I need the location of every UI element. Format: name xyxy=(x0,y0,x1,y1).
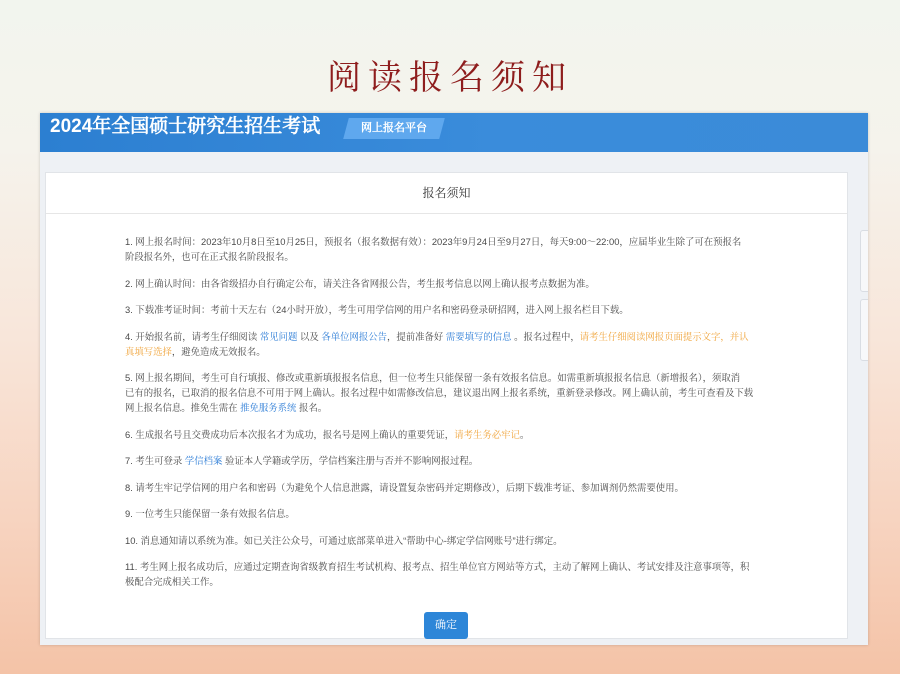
notice-text: 已有的报名，已取消的报名信息不可用于网上确认。报名过程中如需修改信息，建议退出网上报名系统，重新登录修改。网上确认前，考生可查看及下载 xyxy=(125,387,754,398)
notice-line xyxy=(125,574,835,589)
notice-line xyxy=(125,506,835,521)
notice-highlight-text: 请考生仔细阅读网报页面提示文字，并认 xyxy=(579,330,749,342)
notice-text: 5. 网上报名期间，考生可自行填报、修改或重新填报报名信息，但一位考生只能保留一条有效报名信息。如需重新填报报名信息（新增报名），须取消 xyxy=(125,372,741,383)
notice-text: 8. 请考生牢记学信网的用户名和密码（为避免个人信息泄露，请设置复杂密码并定期修改），后期下载准考证、参加调剂仍然需要使用。 xyxy=(125,481,684,493)
notice-line xyxy=(125,344,835,359)
notice-item xyxy=(125,453,835,468)
notice-text: 7. 考生可登录 xyxy=(125,455,185,466)
notice-line xyxy=(125,370,835,385)
notice-line xyxy=(125,385,835,400)
notice-list xyxy=(125,234,835,601)
slide-title: 阅读报名须知 xyxy=(327,58,573,98)
notice-text: 极配合完成相关工作。 xyxy=(125,576,219,587)
notice-item xyxy=(125,480,835,495)
notice-text: 10. 消息通知请以系统为准。如已关注公众号，可通过底部菜单进入“帮助中心-绑定学信网账号”进行绑定。 xyxy=(125,534,563,546)
notice-line xyxy=(125,276,835,291)
panel-heading: 报名须知 xyxy=(46,173,847,214)
platform-tab-label: 网上报名平台 xyxy=(361,122,427,134)
notice-text: 。 xyxy=(519,428,530,440)
notice-link[interactable]: 常见问题 xyxy=(259,330,298,342)
notice-panel xyxy=(45,172,848,639)
notice-highlight-text: 真填写选择 xyxy=(125,345,172,357)
notice-text: 11. 考生网上报名成功后，应通过定期查询省级教育招生考试机构、报考点、招生单位官方网站等方式，主动了解网上确认、考试安排及注意事项等，积 xyxy=(125,561,750,572)
confirm-button[interactable]: 确定 xyxy=(424,612,468,639)
notice-text: 报名。 xyxy=(296,402,328,413)
notice-line xyxy=(125,533,835,548)
website-screenshot xyxy=(40,113,868,645)
notice-item xyxy=(125,370,835,415)
notice-text: ，提前准备好 xyxy=(387,330,446,342)
notice-text: 网上报名信息。推免生需在 xyxy=(125,402,241,413)
notice-line xyxy=(125,559,835,574)
notice-line xyxy=(125,453,835,468)
notice-line xyxy=(125,249,835,264)
notice-text: 2. 网上确认时间：由各省级招办自行确定公布，请关注各省网报公告，考生报考信息以网上确认报考点数据为准。 xyxy=(125,277,595,289)
notice-text: 以及 xyxy=(297,330,322,342)
notice-item xyxy=(125,234,835,264)
notice-line xyxy=(125,302,835,317)
notice-line xyxy=(125,400,835,415)
notice-item xyxy=(125,533,835,548)
notice-highlight-text: 请考生务必牢记 xyxy=(454,428,520,440)
notice-item xyxy=(125,302,835,317)
notice-item xyxy=(125,329,835,359)
notice-text: 3. 下载准考证时间：考前十天左右（24小时开放），考生可用学信网的用户名和密码登录研招网，进入网上报名栏目下载。 xyxy=(125,304,629,315)
notice-text: ，避免造成无效报名。 xyxy=(171,345,266,357)
floating-side-tab[interactable] xyxy=(860,230,868,292)
notice-text: 6. 生成报名号且交费成功后本次报名才为成功，报名号是网上确认的重要凭证， xyxy=(125,428,455,440)
notice-item xyxy=(125,427,835,442)
notice-item xyxy=(125,506,835,521)
notice-item xyxy=(125,559,835,589)
notice-line xyxy=(125,427,835,442)
site-title: 2024年全国硕士研究生招生考试 xyxy=(50,116,321,137)
notice-text: 1. 网上报名时间：2023年10月8日至10月25日，预报名（报名数据有效）：2023年9月24日至9月27日，每天9:00～22:00，应届毕业生除了可在预报名 xyxy=(125,236,742,247)
notice-text: 阶段报名外，也可在正式报名阶段报名。 xyxy=(125,251,294,262)
notice-item xyxy=(125,276,835,291)
notice-text: 。报名过程中， xyxy=(511,330,580,342)
platform-tab[interactable] xyxy=(343,118,445,139)
notice-link[interactable]: 各单位网报公告 xyxy=(321,330,388,342)
notice-line xyxy=(125,480,835,495)
notice-line xyxy=(125,329,835,344)
site-header xyxy=(40,113,868,152)
notice-line xyxy=(125,234,835,249)
notice-link[interactable]: 推免服务系统 xyxy=(240,402,297,413)
notice-link[interactable]: 学信档案 xyxy=(184,455,223,466)
notice-text: 9. 一位考生只能保留一条有效报名信息。 xyxy=(125,508,295,519)
notice-text: 4. 开始报名前，请考生仔细阅读 xyxy=(125,330,260,342)
notice-link[interactable]: 需要填写的信息 xyxy=(445,330,512,342)
notice-text: 验证本人学籍或学历，学信档案注册与否并不影响网报过程。 xyxy=(222,455,479,466)
floating-side-tab[interactable] xyxy=(860,299,868,361)
